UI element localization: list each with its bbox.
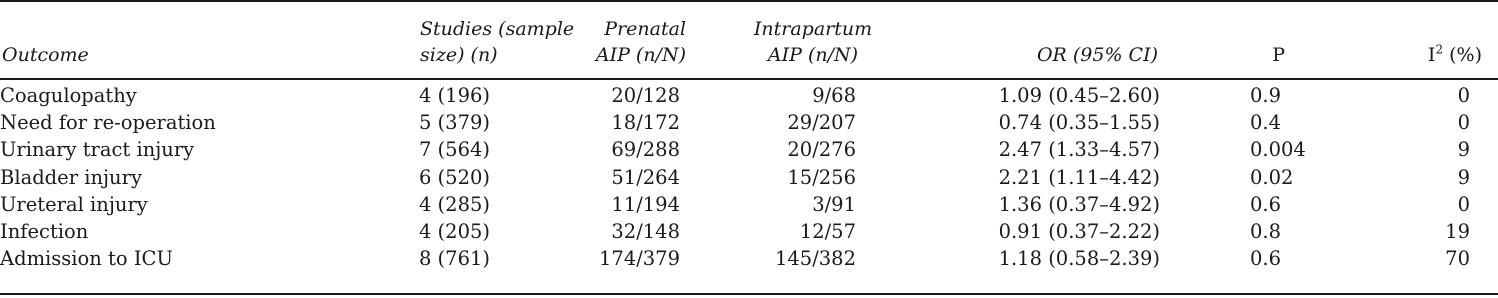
cell-studies: 5 (379) [418,111,490,135]
header-prenatal-line2: AIP (n/N) [595,44,686,66]
cell-odds-ratio: 1.36 (0.37–4.92) [998,192,1160,216]
cell-odds-ratio: 0.91 (0.37–2.22) [998,220,1160,244]
header-outcome [0,14,300,68]
header-odds-ratio [896,14,1168,68]
cell-i2: 0 [1457,192,1470,216]
cell-prenatal: 11/194 [611,192,680,216]
header-intrapartum-line2: AIP (n/N) [767,44,859,66]
header-prenatal-line1: Prenatal [604,18,686,40]
table-top-rule [0,0,1498,2]
cell-p-value: 0.9 [1250,84,1282,107]
cell-odds-ratio: 2.47 (1.33–4.57) [998,138,1160,162]
cell-studies: 7 (564) [418,138,490,162]
cell-i2: 9 [1457,138,1470,162]
table-row [0,164,1498,191]
cell-studies: 4 (196) [418,84,490,107]
cell-p-value: 0.4 [1250,111,1282,135]
header-p-value [1168,14,1285,68]
header-or-label: OR (95% CI) [1036,44,1158,66]
cell-prenatal: 20/128 [611,84,680,107]
cell-intrapartum: 15/256 [787,165,856,189]
header-i2-unit: (%) [1443,44,1482,66]
cell-intrapartum: 145/382 [774,247,856,271]
cell-intrapartum: 29/207 [787,111,856,135]
header-intrapartum-line1: Intrapartum [753,18,873,40]
table-row [0,218,1498,245]
table-row [0,136,1498,163]
cell-outcome: Coagulopathy [0,84,137,107]
header-studies [300,14,575,68]
cell-odds-ratio: 1.18 (0.58–2.39) [998,247,1160,271]
cell-i2: 0 [1457,111,1470,135]
cell-outcome: Bladder injury [0,165,142,189]
table-row [0,245,1498,272]
cell-p-value: 0.6 [1250,192,1282,216]
cell-odds-ratio: 1.09 (0.45–2.60) [998,84,1160,107]
header-i2-superscript: 2 [1435,42,1444,57]
table-header-row [0,14,1498,68]
cell-prenatal: 69/288 [611,138,680,162]
cell-odds-ratio: 2.21 (1.11–4.42) [998,165,1160,189]
header-p-label: P [1272,44,1285,66]
cell-i2: 0 [1457,84,1470,107]
header-outcome-label: Outcome [2,44,89,66]
cell-studies: 4 (285) [418,192,490,216]
cell-prenatal: 18/172 [611,111,680,135]
cell-outcome: Ureteral injury [0,192,148,216]
cell-prenatal: 32/148 [611,220,680,244]
cell-intrapartum: 20/276 [787,138,856,162]
cell-outcome: Urinary tract injury [0,138,195,162]
table-body [0,68,1498,272]
cell-outcome: Infection [0,220,89,244]
cell-intrapartum: 3/91 [812,192,856,216]
table-row [0,191,1498,218]
cell-studies: 4 (205) [418,220,490,244]
cell-studies: 8 (761) [418,247,490,271]
header-i2-base: I [1427,44,1436,66]
cell-studies: 6 (520) [418,165,490,189]
table-row [0,109,1498,136]
results-table [0,14,1498,272]
cell-outcome: Admission to ICU [0,247,173,271]
cell-p-value: 0.6 [1250,247,1282,271]
header-i2 [1285,14,1498,68]
header-studies-line2: size) (n) [420,44,498,66]
cell-p-value: 0.004 [1250,138,1306,162]
cell-prenatal: 174/379 [598,247,680,271]
cell-i2: 70 [1445,247,1470,271]
cell-odds-ratio: 0.74 (0.35–1.55) [998,111,1160,135]
cell-intrapartum: 12/57 [799,220,856,244]
cell-outcome: Need for re-operation [0,111,216,135]
cell-p-value: 0.02 [1250,165,1294,189]
cell-intrapartum: 9/68 [812,84,856,107]
table-row [0,68,1498,109]
cell-i2: 9 [1457,165,1470,189]
header-studies-line1: Studies (sample [420,18,575,40]
cell-i2: 19 [1445,220,1470,244]
header-intrapartum [690,14,896,68]
table-bottom-rule [0,293,1498,295]
cell-p-value: 0.8 [1250,220,1282,244]
cell-prenatal: 51/264 [611,165,680,189]
